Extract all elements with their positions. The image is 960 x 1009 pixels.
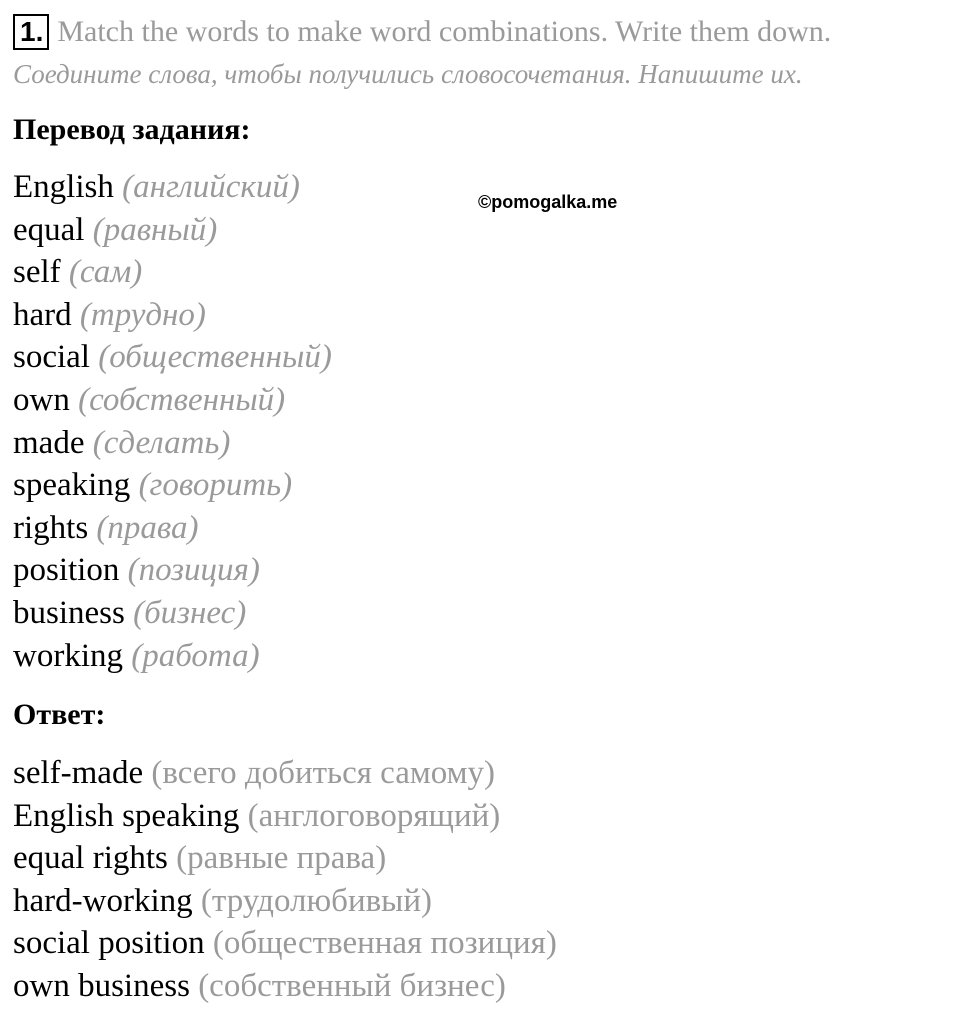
word-item <box>13 592 332 635</box>
word: business <box>13 594 125 631</box>
word-translation: (права) <box>96 509 199 546</box>
word: own <box>13 381 70 418</box>
task-number-badge: 1. <box>13 14 49 50</box>
word-translation: (равный) <box>92 211 218 248</box>
word: hard <box>13 296 72 333</box>
word-item <box>13 251 332 294</box>
answer-translation: (общественная позиция) <box>212 925 557 962</box>
word: speaking <box>13 467 131 504</box>
word: social <box>13 339 90 376</box>
word: made <box>13 424 85 461</box>
answer-item <box>13 880 557 923</box>
answer-item <box>13 837 557 880</box>
word-translation: (сам) <box>68 254 143 291</box>
word: position <box>13 552 120 589</box>
answer-phrase: English speaking <box>13 797 240 834</box>
answer-phrase: social position <box>13 925 205 962</box>
word-item <box>13 209 332 252</box>
translation-heading: Перевод задания: <box>13 113 251 146</box>
answer-translation: (трудолюбивый) <box>200 882 433 919</box>
word-translation: (говорить) <box>138 467 293 504</box>
word-translation: (трудно) <box>79 296 206 333</box>
word-translation: (позиция) <box>127 552 260 589</box>
answer-phrase: self-made <box>13 755 144 791</box>
word: working <box>13 637 123 674</box>
word-translation: (работа) <box>131 637 260 674</box>
word-item <box>13 635 332 678</box>
word-item <box>13 166 332 209</box>
word-item <box>13 549 332 592</box>
word-translation: (бизнес) <box>133 594 247 631</box>
word-item <box>13 507 332 550</box>
word: self <box>13 254 61 291</box>
watermark: ©pomogalka.me <box>478 192 618 212</box>
word-list <box>13 166 332 677</box>
answer-translation: (англоговорящий) <box>247 797 501 834</box>
answer-phrase: own business <box>13 967 190 1004</box>
word-item <box>13 464 332 507</box>
word-translation: (собственный) <box>78 381 286 418</box>
task-instruction-ru: Соедините слова, чтобы получились словосочетания. Напишите их. <box>13 59 803 89</box>
task-header <box>13 14 831 50</box>
answer-translation: (собственный бизнес) <box>198 967 506 1004</box>
answer-item <box>13 795 557 838</box>
task-instruction-en: Match the words to make word combinations. Write them down. <box>57 15 832 48</box>
word: equal <box>13 211 85 248</box>
word: rights <box>13 509 89 546</box>
answer-item <box>13 965 557 1008</box>
word-translation: (общественный) <box>98 339 332 376</box>
answer-heading: Ответ: <box>13 698 106 731</box>
answer-phrase: hard-working <box>13 882 193 919</box>
answer-phrase: equal rights <box>13 840 168 877</box>
word-translation: (сделать) <box>92 424 231 461</box>
word: English <box>13 169 114 205</box>
word-item <box>13 294 332 337</box>
word-item <box>13 379 332 422</box>
answer-item <box>13 922 557 965</box>
answer-list <box>13 752 557 1008</box>
answer-translation: (всего добиться самому) <box>151 755 496 791</box>
word-item <box>13 422 332 465</box>
answer-item <box>13 752 557 795</box>
word-item <box>13 336 332 379</box>
answer-translation: (равные права) <box>176 840 387 877</box>
word-translation: (английский) <box>122 169 300 205</box>
